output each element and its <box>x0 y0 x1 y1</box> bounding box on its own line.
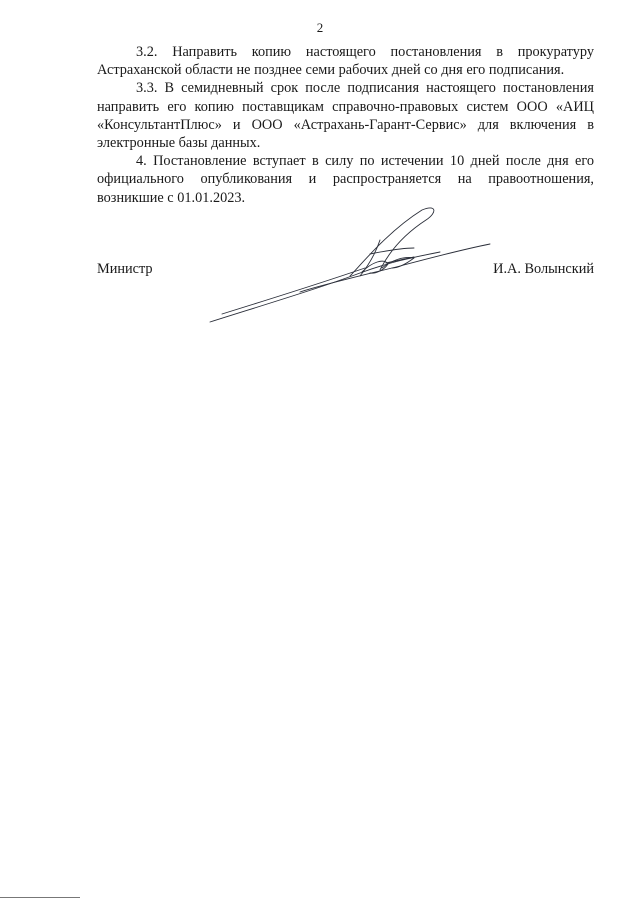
paragraph-3-2: 3.2. Направить копию настоящего постановления в прокуратуру Астраханской области не позднее семи рабочих дней со дня его подписания. <box>97 44 594 79</box>
signer-title: Министр <box>97 261 153 277</box>
paragraph-4: 4. Постановление вступает в силу по истечении 10 дней после дня его официального опубликования и распространяется на правоотношения, возникшие с 01.01.2023. <box>97 153 594 206</box>
signature-block <box>97 261 594 281</box>
paragraph-3-3: 3.3. В семидневный срок после подписания настоящего постановления направить его копию поставщикам справочно-правовых систем ООО «АИЦ «КонсультантПлюс» и ООО «Астрахань-Гарант-Сервис» для включения в электронные базы данных. <box>97 80 594 152</box>
page-number: 2 <box>316 20 324 35</box>
signer-name: И.А. Волынский <box>493 261 594 277</box>
bottom-divider <box>0 897 80 898</box>
document-body <box>97 43 594 207</box>
